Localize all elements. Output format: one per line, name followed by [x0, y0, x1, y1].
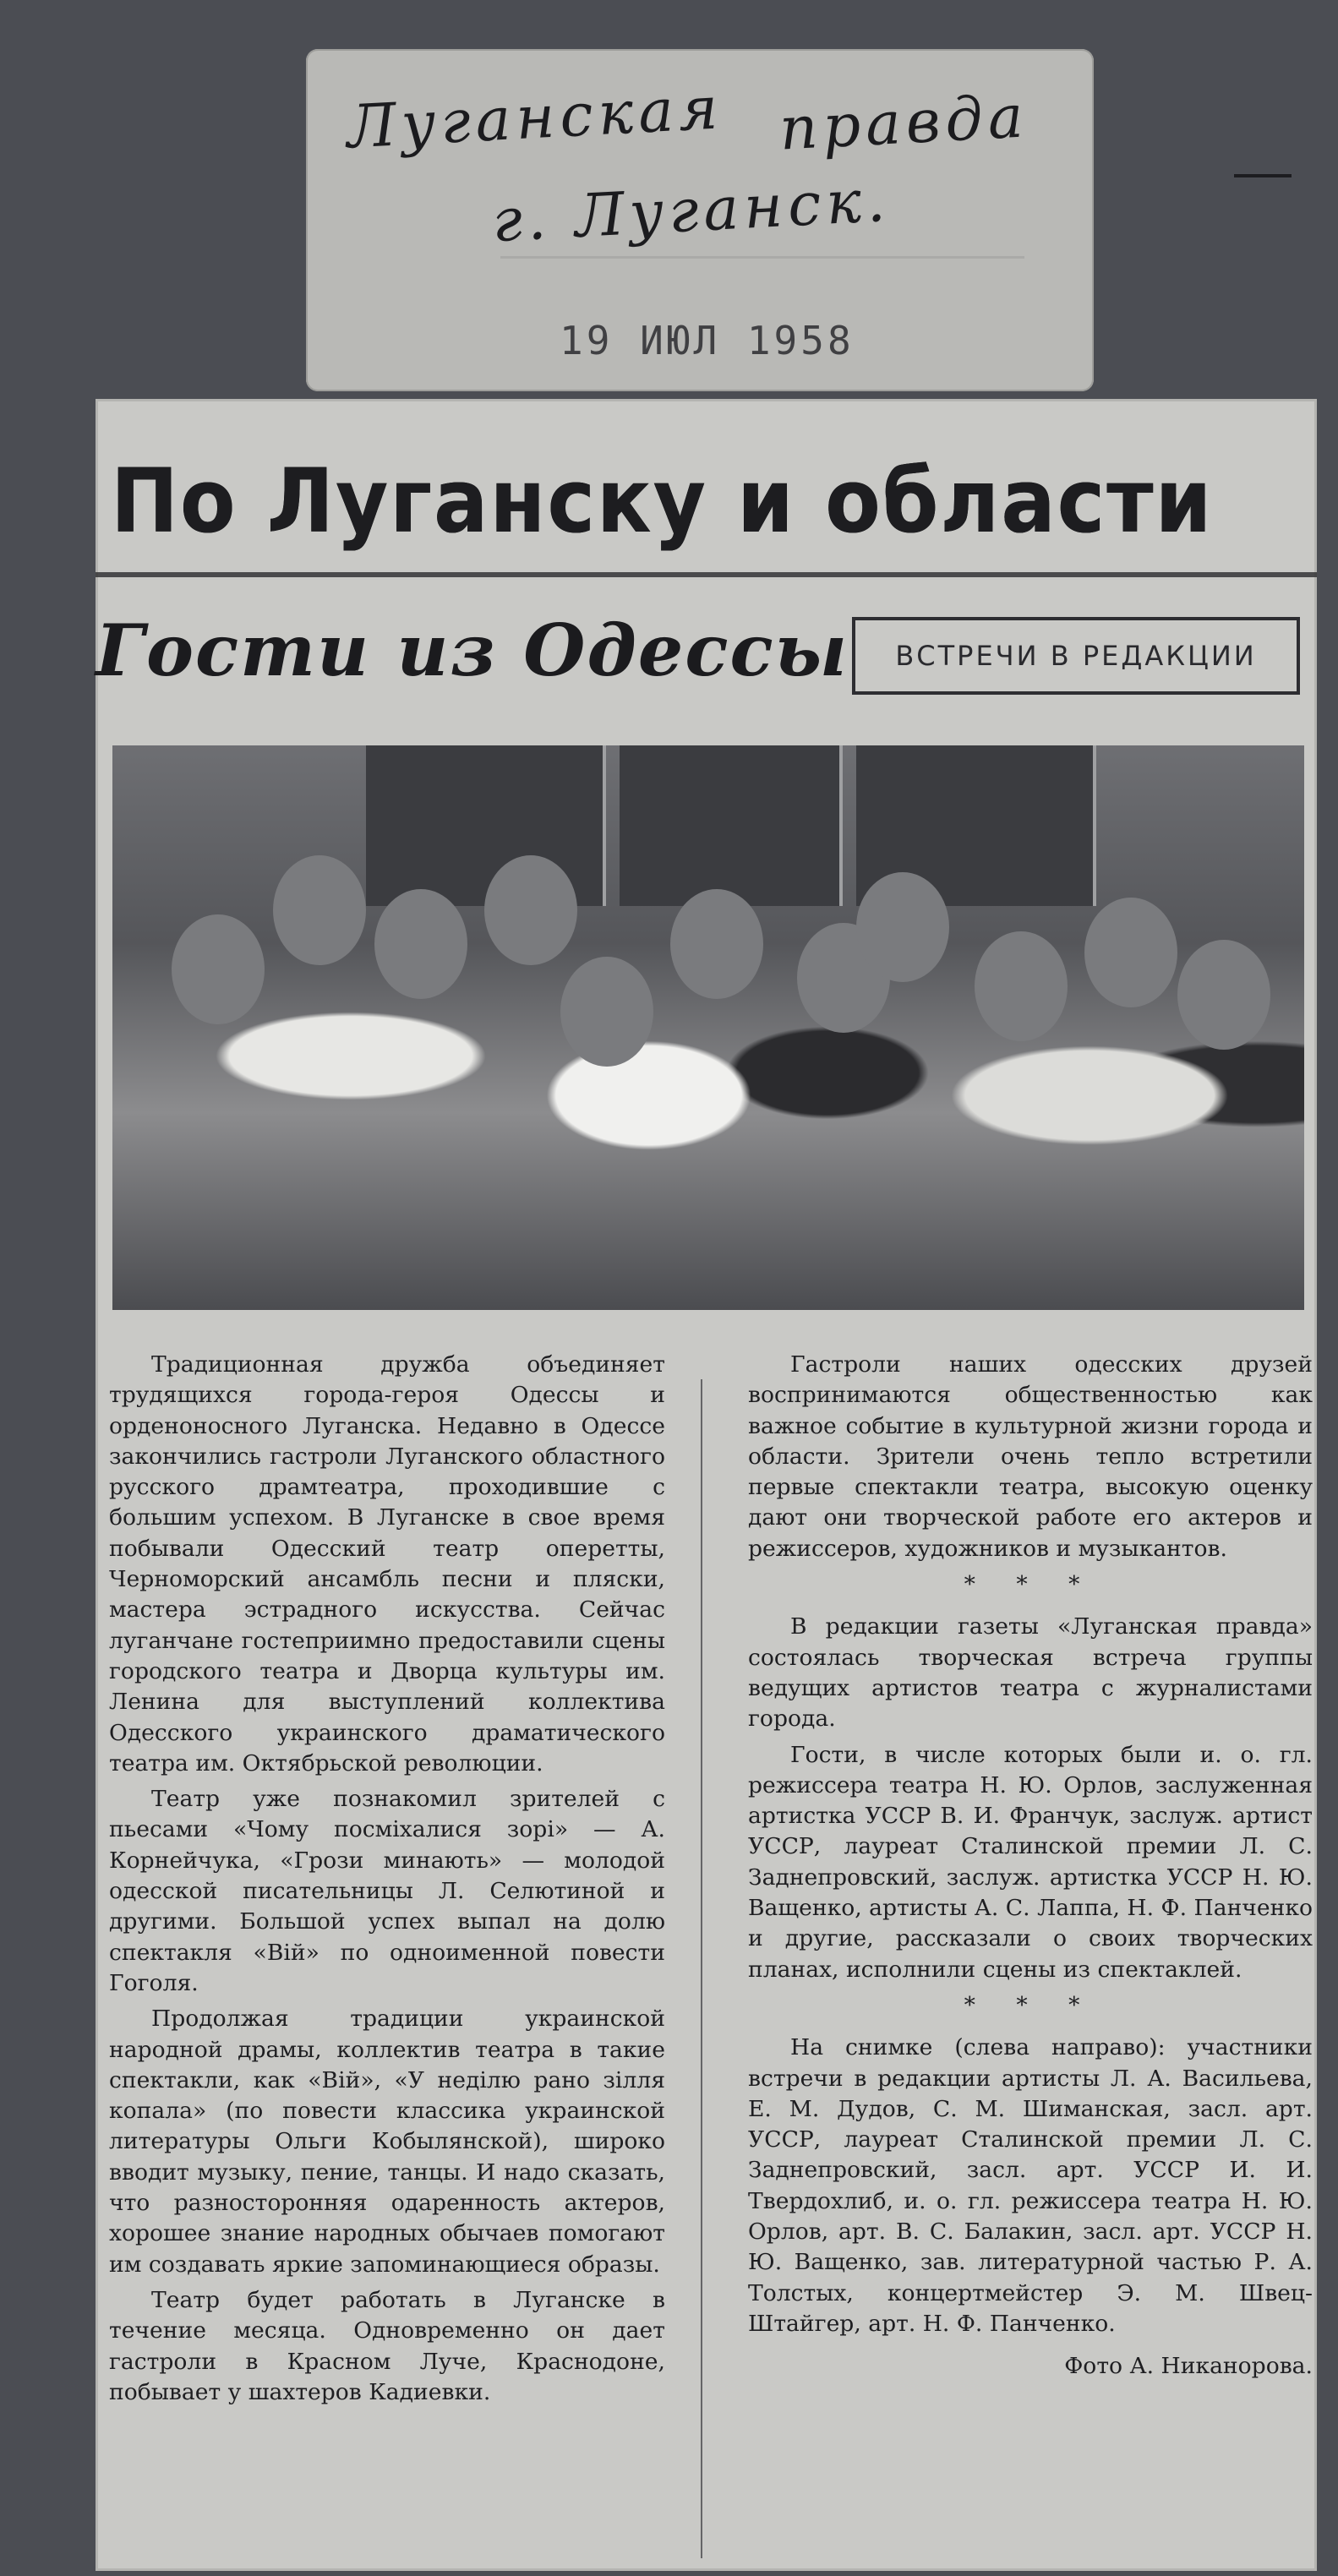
person-head: [484, 855, 577, 965]
person-head: [172, 914, 265, 1024]
handwriting-newspaper-name: Луганская: [345, 73, 725, 162]
person-head: [856, 872, 949, 982]
date-stamp: 19 ИЮЛ 1958: [560, 318, 855, 363]
article-headline: Гости из Одессы: [96, 609, 849, 692]
paragraph: Гости, в числе которых были и. о. гл. режиссера театра Н. Ю. Орлов, заслуженная артистка УССР В. И. Франчук, заслуж. артист УССР, лауреат Сталинской премии Л. С. Заднепровский, заслуж. артистка УССР Н. Ю. Ващенко, артисты А. С. Лаппа, Н. Ф. Панченко и другие, рассказали о своих творческих планах, исполнили сцены из спектаклей.: [748, 1741, 1313, 1983]
person-head: [273, 855, 366, 965]
paragraph: Гастроли наших одесских друзей воспринимаются общественностью как важное событие в культурной жизни города и области. Зрители очень тепло встретили первые спектакли театра, высокую оценку дают они творческой работе его актеров и режиссеров, художников и музыкантов.: [748, 1351, 1313, 1562]
section-separator: * * *: [964, 1991, 1097, 2018]
column-divider: [701, 1379, 702, 2558]
section-separator: * * *: [964, 1571, 1097, 1598]
person-head: [560, 957, 653, 1067]
paragraph: Театр будет работать в Луганске в течение месяца. Одновременно он дает гастроли в Красном Луче, Краснодоне, побывает у шахтеров Кадиевки.: [109, 2286, 665, 2405]
group-photo: [112, 745, 1304, 1310]
handwriting-city: г. Луганск.: [490, 165, 893, 256]
person-head: [670, 889, 763, 999]
paragraph: Продолжая традиции украинской народной драмы, коллектив театра в такие спектакли, как «Вій», «У неділю рано зілля копала» (по повести классика украинской литературы Ольги Кобылянской), широко вводит музыку, пение, танцы. И надо сказать, что разносторонняя одаренность актеров, хорошее знание народных обычаев помогают им создавать яркие запоминающиеся образы.: [109, 2006, 665, 2278]
paragraph: Традиционная дружба объединяет трудящихся города-героя Одессы и орденоносного Луганска. Недавно в Одессе закончились гастроли Луганского областного русского драмтеатра, проходившие с большим успехом. В Луганске в свое время побывали Одесский театр оперетты, Черноморский ансамбль песни и пляски, мастера эстрадного искусства. Сейчас луганчане гостеприимно предоставили сцены городского театра и Дворца культуры им. Ленина для выступлений коллектива Одесского украинского драматического театра им. Октябрьской революции.: [109, 1351, 665, 1776]
rubric-rule: [96, 572, 1317, 577]
rubric-title: По Луганску и области: [111, 450, 1214, 553]
article-left-column: [109, 1350, 665, 2413]
handwritten-label-slip: [306, 49, 1094, 391]
section-label: ВСТРЕЧИ В РЕДАКЦИИ: [852, 617, 1300, 695]
photo-caption: На снимке (слева направо): участники встречи в редакции артисты Л. А. Васильева, Е. М. Дудов, С. М. Шиманская, засл. арт. УССР, лауреат Сталинской премии Л. С. Заднепровский, засл. арт. УССР И. И. Твердохлиб, и. о. гл. режиссера театра Н. Ю. Орлов, арт. В. С. Балакин, засл. арт. УССР Н. Ю. Ващенко, зав. литературной частью Р. А. Толстых, концертмейстер Э. М. Швец-Штайгер, арт. Н. Ф. Панченко.: [748, 2034, 1313, 2337]
faint-printed-lines: [500, 256, 1024, 292]
paragraph: Театр уже познакомил зрителей с пьесами «Чому посміхалися зорі» — А. Корнейчука, «Грози минають» — молодой одесской писательницы Л. Селютиной и другими. Большой успех выпал на долю спектакля «Вій» по одноименной повести Гоголя.: [109, 1786, 665, 1996]
person-head: [1084, 898, 1177, 1007]
article-right-column: [748, 1350, 1313, 2388]
person-head: [374, 889, 467, 999]
margin-mark: [1234, 174, 1292, 177]
person-head: [975, 931, 1068, 1041]
handwriting-newspaper-name-2: правда: [778, 81, 1030, 164]
paragraph: В редакции газеты «Луганская правда» состоялась творческая встреча группы ведущих артистов театра с журналистами города.: [748, 1613, 1313, 1733]
photo-window: [620, 745, 843, 906]
photo-credit: Фото А. Никанорова.: [1064, 2353, 1313, 2380]
person-head: [1177, 940, 1270, 1050]
newspaper-clipping: [96, 399, 1317, 2571]
